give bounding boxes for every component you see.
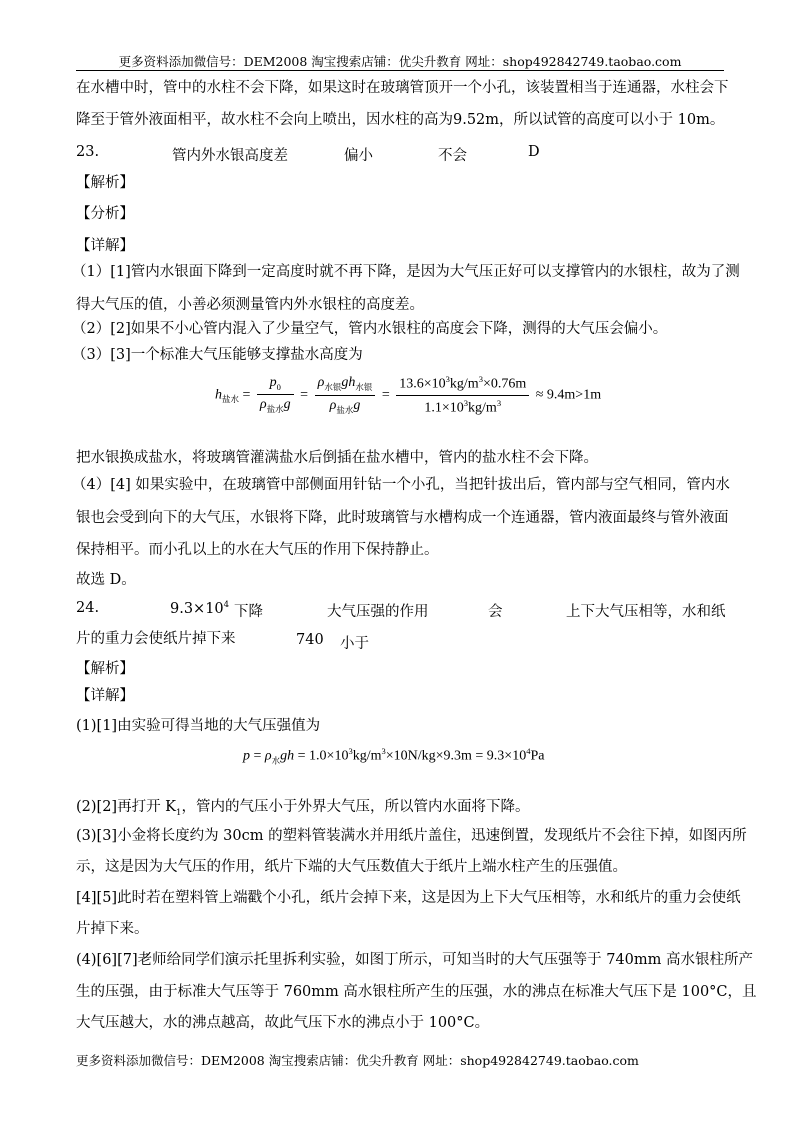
q23-answer-4: D: [528, 144, 540, 160]
page-header: 更多资料添加微信号：DEM2008 淘宝搜索店铺：优尖升教育 网址：shop492842749.taobao.com: [118, 54, 682, 69]
q24-answer-1: $9.3\times 10^4$: [170, 600, 230, 617]
page-footer: 更多资料添加微信号：DEM2008 淘宝搜索店铺：优尖升教育 网址：shop492842749.taobao.com: [76, 1053, 639, 1068]
text-line: 在水槽中时，管中的水柱不会下降，如果这时在玻璃管顶开一个小孔，该装置相当于连通器，水柱会下: [76, 80, 729, 96]
text-line: （1）[1]管内水银面下降到一定高度时就不再下降，是因为大气压正好可以支撑管内的水银柱，故为了测: [72, 264, 740, 280]
header-rule: [76, 70, 724, 71]
q24-number: 24.: [76, 600, 100, 616]
text-line: 把水银换成盐水，将玻璃管灌满盐水后倒插在盐水槽中，管内的盐水柱不会下降。: [76, 450, 598, 466]
q24-answer-7: 小于: [340, 636, 369, 652]
text-line: (3)[3]小金将长度约为 30cm 的塑料管装满水并用纸片盖住，迅速倒置，发现纸片不会往下掉，如图丙所: [76, 828, 747, 844]
formula-salt-water-height: $h_{盐水}$ = $\frac{p_0}{\rho_{盐水}g}$ = $\frac{\rho_{水银}gh_{水银}}{\rho_{盐水}g}$ = $\frac{13.6\times 10^3kg/m^3\times 0.76m}{1.1\times 10^3kg/m^3}$ ≈ 9.4m>1m: [215, 374, 602, 416]
text-line: （4）[4] 如果实验中，在玻璃管中部侧面用针钻一个小孔，当把针拔出后，管内部与空气相同，管内水: [72, 477, 730, 493]
text-line: 故选 D。: [76, 572, 136, 588]
text-line: 降至于管外液面相平，故水柱不会向上喷出，因水柱的高为9.52m，所以试管的高度可以小于 10m。: [76, 112, 725, 128]
formula-pressure: $p = \rho_水gh = 1.0\times 10^3kg/m^3\times 10N/kg\times 9.3m = 9.3\times 10^4Pa$: [243, 746, 545, 766]
q24-answer-4: 会: [488, 604, 503, 620]
q24-answer-3: 大气压强的作用: [327, 604, 429, 620]
text-line: 示，这是因为大气压的作用，纸片下端的大气压数值大于纸片上端水柱产生的压强值。: [76, 859, 627, 875]
section-label-xiangjie: 【详解】: [76, 688, 134, 704]
text-line: [4][5]此时若在塑料管上端戳个小孔，纸片会掉下来，这是因为上下大气压相等，水和纸片的重力会使纸: [76, 890, 741, 906]
text-line: 得大气压的值，小善必须测量管内外水银柱的高度差。: [76, 297, 424, 313]
q24-answer-5-cont: 片的重力会使纸片掉下来: [76, 631, 236, 647]
q24-answer-2: 下降: [234, 604, 263, 620]
section-label-jiexi: 【解析】: [76, 175, 134, 191]
q23-answer-1: 管内外水银高度差: [172, 148, 288, 164]
text-line: (2)[2]再打开 $K_1$，管内的气压小于外界大气压，所以管内水面将下降。: [76, 799, 530, 818]
section-label-xiangjie: 【详解】: [76, 238, 134, 254]
text-line: 银也会受到向下的大气压，水银将下降，此时玻璃管与水槽构成一个连通器，管内液面最终与管外液面: [76, 510, 729, 526]
text-line: （2）[2]如果不小心管内混入了少量空气，管内水银柱的高度会下降，测得的大气压会偏小。: [72, 321, 668, 337]
text-line: （3）[3]一个标准大气压能够支撑盐水高度为: [72, 347, 363, 363]
text-line: (1)[1]由实验可得当地的大气压强值为: [76, 718, 321, 734]
q23-answer-3: 不会: [438, 148, 467, 164]
text-line: 大气压越大，水的沸点越高，故此气压下水的沸点小于 100°C。: [76, 1015, 490, 1031]
q24-answer-5: 上下大气压相等，水和纸: [566, 604, 726, 620]
section-label-jiexi: 【解析】: [76, 661, 134, 677]
q23-number: 23.: [76, 144, 100, 160]
text-line: 生的压强，由于标准大气压等于 760mm 高水银柱所产生的压强，水的沸点在标准大气压下是 100°C，且: [76, 984, 757, 1000]
q23-answer-2: 偏小: [344, 148, 373, 164]
text-line: 保持相平。而小孔以上的水在大气压的作用下保持静止。: [76, 542, 439, 558]
section-label-fenxi: 【分析】: [76, 206, 134, 222]
q24-answer-6: 740: [296, 632, 324, 648]
text-line: 片掉下来。: [76, 921, 149, 937]
text-line: (4)[6][7]老师给同学们演示托里拆利实验，如图丁所示，可知当时的大气压强等于 740mm 高水银柱所产: [76, 952, 754, 968]
